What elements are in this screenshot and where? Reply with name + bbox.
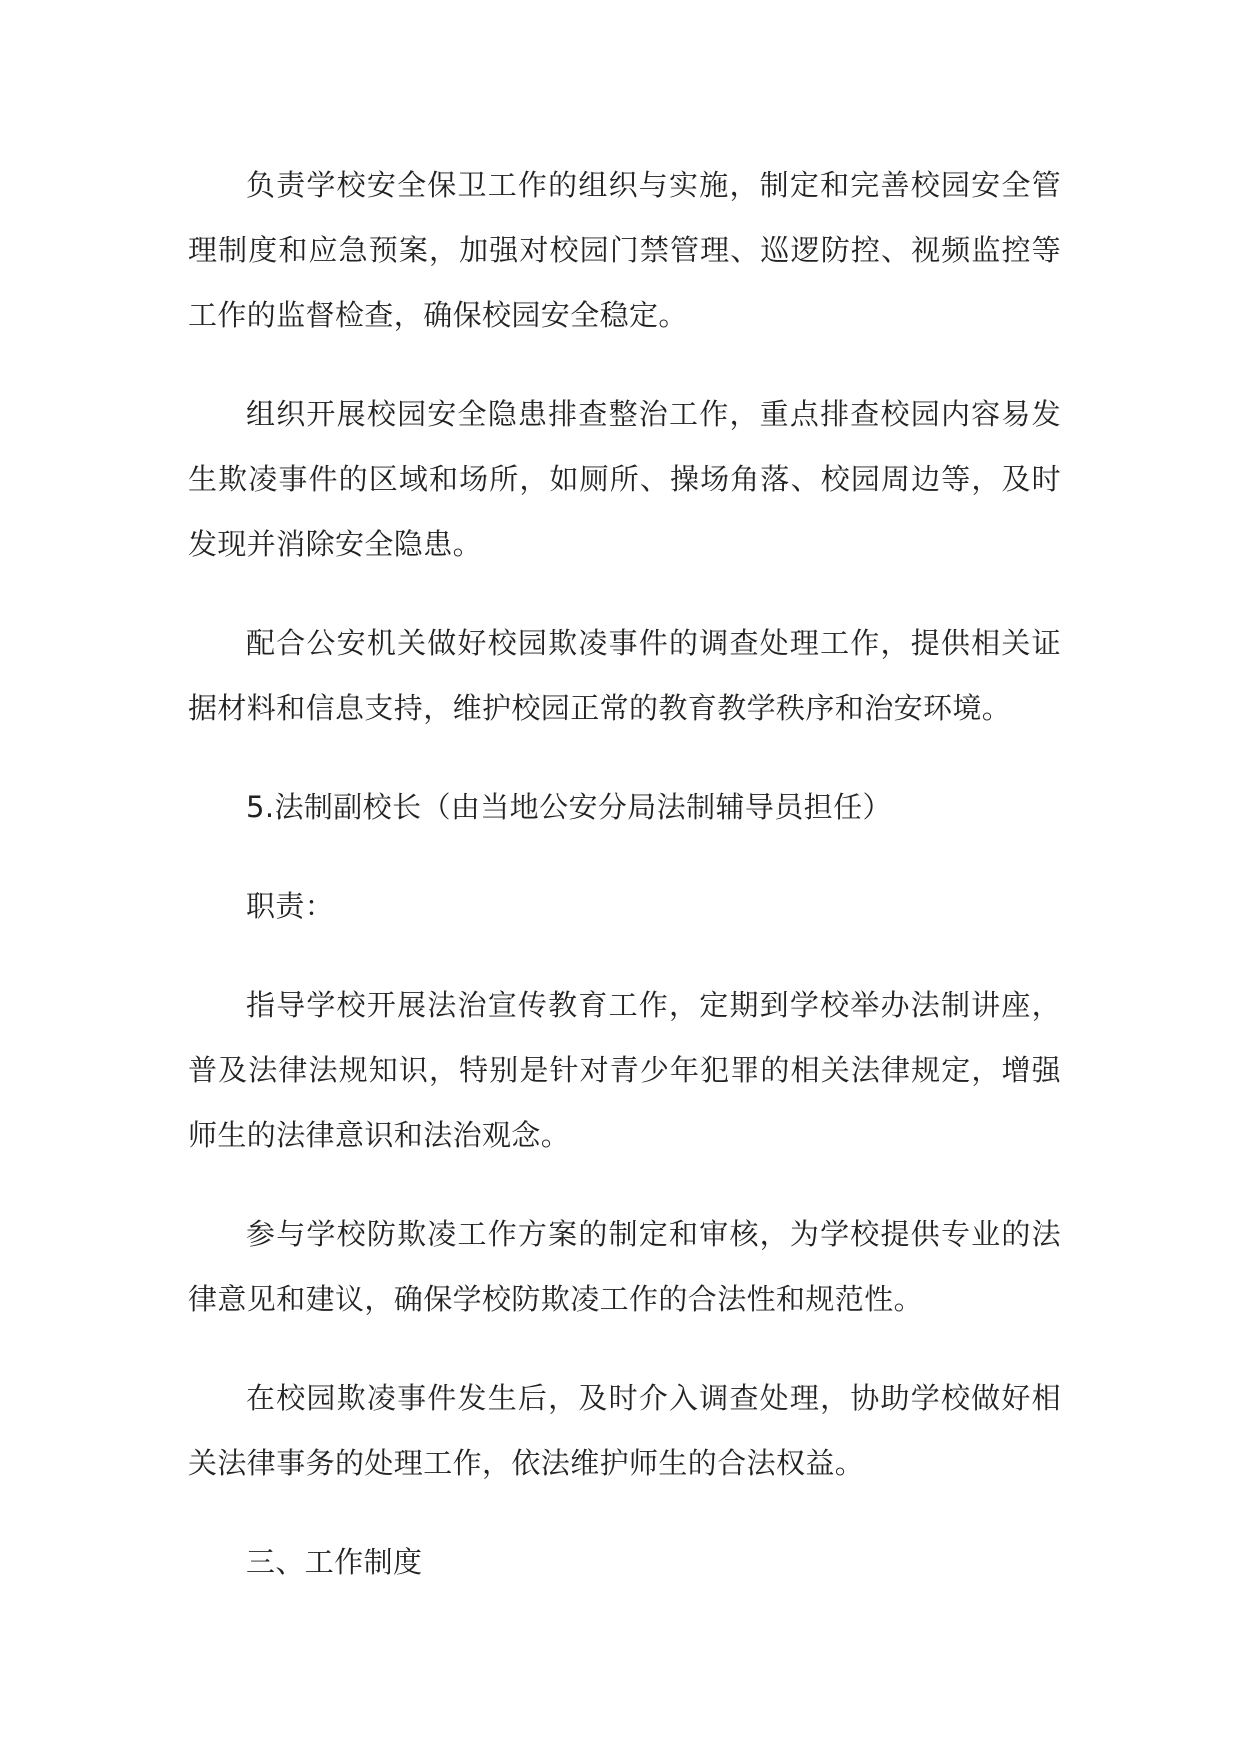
- duties-label: 职责：: [246, 889, 335, 923]
- paragraph-hazard-inspection: 组织开展校园安全隐患排查整治工作，重点排查校园内容易发生欺凌事件的区域和场所，如厕所、操场角落、校园周边等，及时发现并消除安全隐患。: [188, 397, 1061, 561]
- paragraph-legal-education: 指导学校开展法治宣传教育工作，定期到学校举办法制讲座，普及法律法规知识，特别是针对青少年犯罪的相关法律规定，增强师生的法律意识和法治观念。: [188, 988, 1061, 1152]
- document-body: [188, 153, 1061, 1629]
- paragraph-police-cooperation: 配合公安机关做好校园欺凌事件的调查处理工作，提供相关证据材料和信息支持，维护校园正常的教育教学秩序和治安环境。: [188, 626, 1061, 725]
- section-heading-work-system: 三、工作制度: [246, 1545, 423, 1579]
- section-heading-legal-vice-principal: 5.法制副校长（由当地公安分局法制辅导员担任）: [246, 790, 892, 824]
- paragraph-incident-handling: 在校园欺凌事件发生后，及时介入调查处理，协助学校做好相关法律事务的处理工作，依法维护师生的合法权益。: [188, 1381, 1061, 1480]
- paragraph-security-duties: 负责学校安全保卫工作的组织与实施，制定和完善校园安全管理制度和应急预案，加强对校园门禁管理、巡逻防控、视频监控等工作的监督检查，确保校园安全稳定。: [188, 168, 1061, 332]
- paragraph-plan-review: 参与学校防欺凌工作方案的制定和审核，为学校提供专业的法律意见和建议，确保学校防欺凌工作的合法性和规范性。: [188, 1217, 1061, 1316]
